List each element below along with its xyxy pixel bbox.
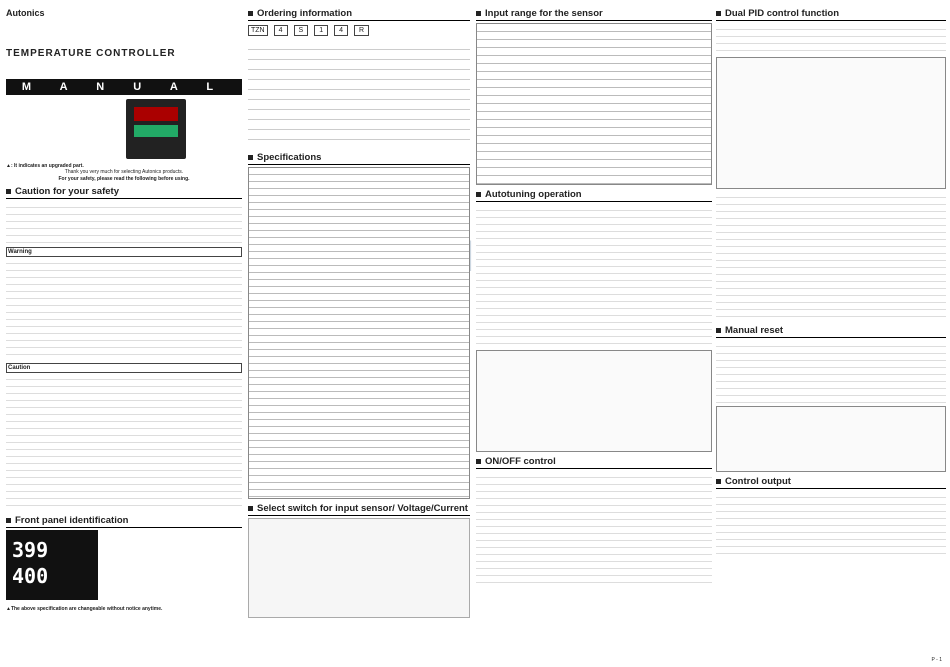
order-code: R (354, 25, 369, 36)
front-panel-image (6, 530, 98, 600)
order-code: S (294, 25, 309, 36)
onoff-header: ON/OFF control (476, 456, 712, 469)
bullet-icon (476, 11, 481, 16)
input-range-header: Input range for the sensor (476, 8, 712, 21)
select-switch-header: Select switch for input sensor/ Voltage/Current (248, 503, 470, 516)
bullet-icon (476, 459, 481, 464)
product-image (126, 99, 186, 159)
column-3 (476, 8, 712, 661)
autotuning-graphs (476, 350, 712, 452)
bullet-icon (716, 11, 721, 16)
order-code: 1 (314, 25, 328, 36)
dual-pid-graphs (716, 57, 946, 189)
thanks-text: Thank you very much for selecting Autonics products. (64, 169, 184, 176)
input-range-table (476, 23, 712, 185)
control-output-header: Control output (716, 476, 946, 489)
safety-note: For your safety, please read the following before using. (58, 175, 190, 182)
caution-header: Caution for your safety (6, 186, 242, 199)
autotuning-header: Autotuning operation (476, 189, 712, 202)
specs-header: Specifications (248, 152, 470, 165)
warning-header: Warning (6, 247, 242, 257)
autotuning-body (476, 204, 712, 348)
manual-reset-body (716, 340, 946, 404)
dual-pid-body (716, 23, 946, 55)
bullet-icon (716, 479, 721, 484)
front-panel-header: Front panel identification (6, 515, 242, 528)
bullet-icon (6, 518, 11, 523)
warning-body (6, 257, 242, 361)
manual-reset-graph (716, 406, 946, 472)
column-4 (716, 8, 946, 661)
order-code: 4 (274, 25, 288, 36)
column-2 (248, 8, 470, 661)
specs-table (248, 167, 470, 499)
sv-display: 400 (12, 564, 49, 589)
bullet-icon (476, 192, 481, 197)
manual-banner: M A N U A L (6, 79, 242, 95)
bullet-icon (716, 328, 721, 333)
manual-reset-header: Manual reset (716, 325, 946, 338)
brand-logo: Autonics (6, 8, 45, 18)
order-code: 4 (334, 25, 348, 36)
column-1 (6, 8, 242, 661)
ordering-table (248, 40, 470, 148)
ordering-header: Ordering information (248, 8, 470, 21)
pv-display: 399 (12, 538, 49, 563)
caution-subheader: Caution (6, 363, 242, 373)
footer-note: ▲The above specification are changeable without notice anytime. (6, 606, 163, 613)
select-switch-diagram (248, 518, 470, 618)
bullet-icon (248, 11, 253, 16)
dual-pid-header: Dual PID control function (716, 8, 946, 21)
order-code: TZN (248, 25, 268, 36)
onoff-body (476, 471, 712, 583)
order-codes (248, 25, 470, 36)
bullet-icon (248, 155, 253, 160)
control-output-body (716, 491, 946, 555)
page-number: P - 1 (931, 657, 942, 663)
bullet-icon (6, 189, 11, 194)
caution-subbody (6, 373, 242, 511)
dual-pid-text (716, 191, 946, 321)
upgraded-note: ▲: It indicates an upgraded part. (6, 163, 84, 169)
caution-body (6, 201, 242, 245)
bullet-icon (248, 506, 253, 511)
doc-title: TEMPERATURE CONTROLLER (6, 48, 176, 59)
